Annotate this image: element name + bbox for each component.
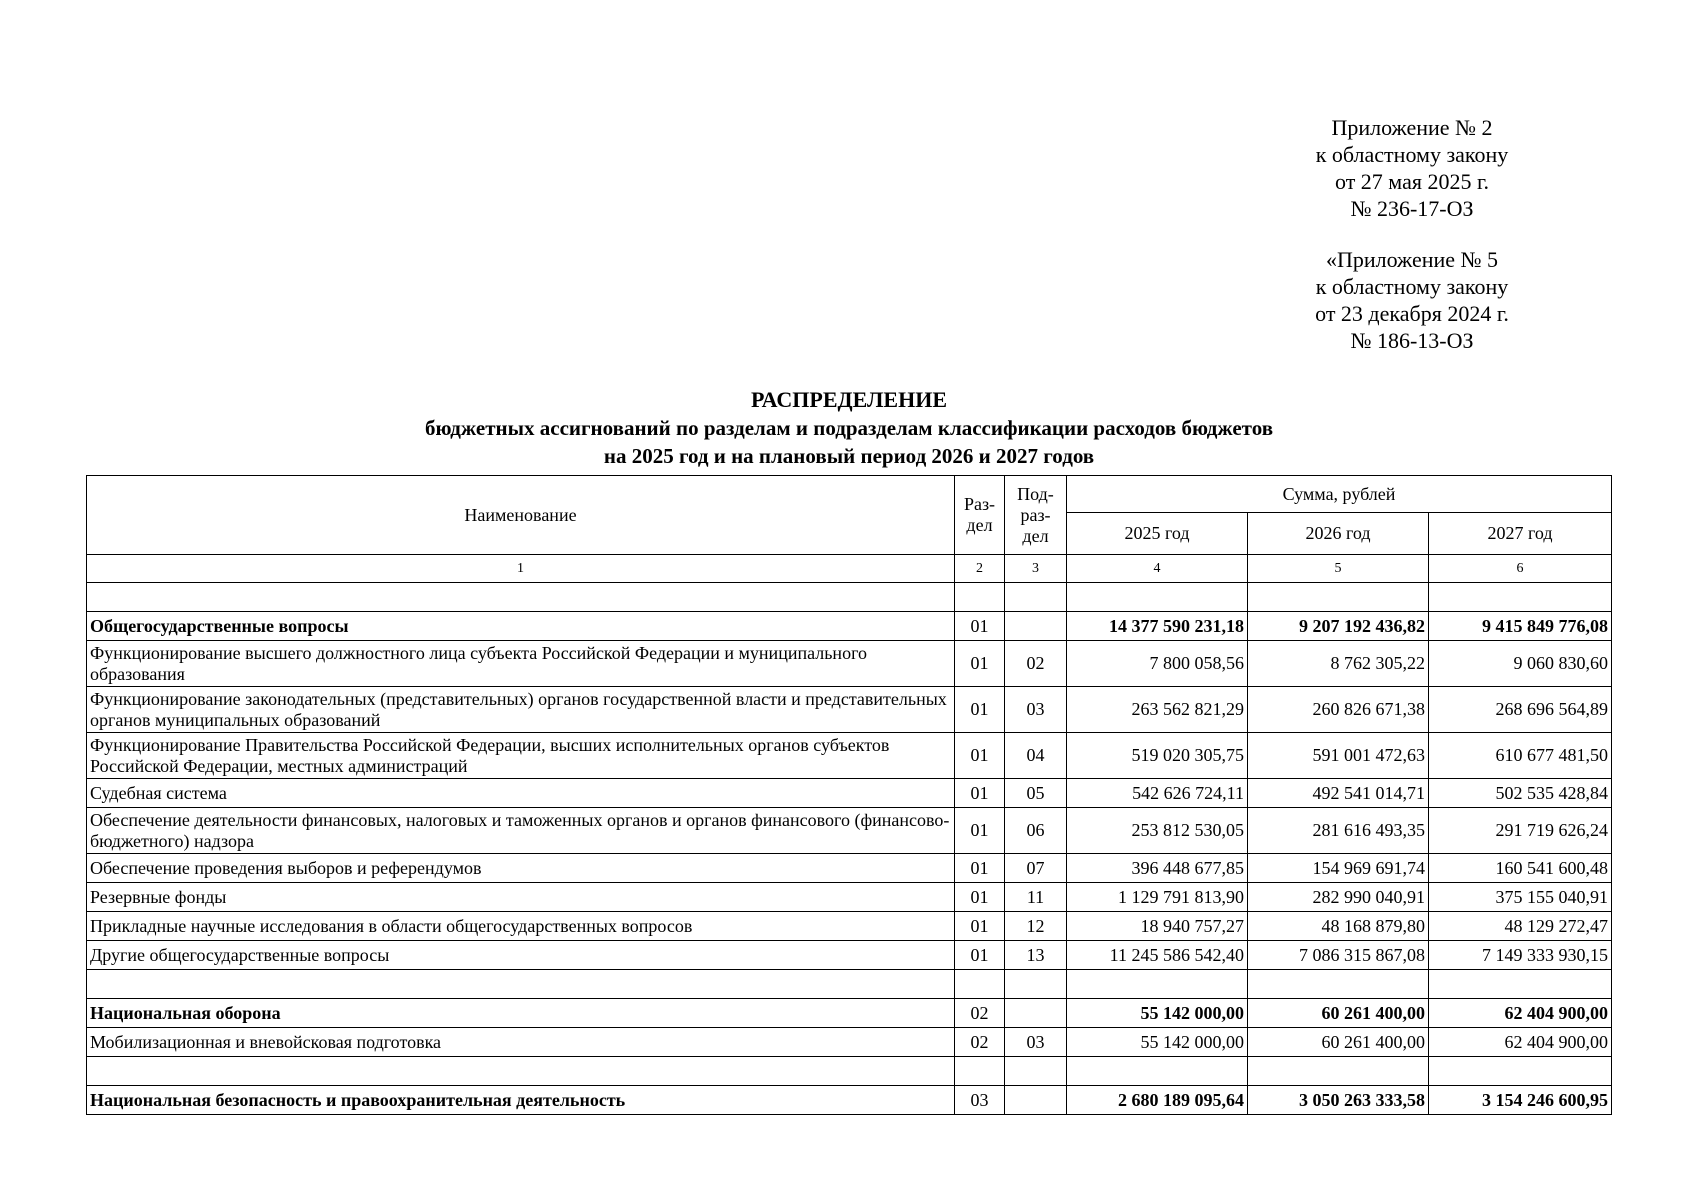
table-row xyxy=(87,733,1612,779)
row-amount-2026: 281 616 493,35 xyxy=(1248,808,1429,854)
table-row-section-total xyxy=(87,1086,1612,1115)
row-name: Другие общегосударственные вопросы xyxy=(87,941,955,970)
row-section: 01 xyxy=(955,883,1005,912)
row-amount-2027: 48 129 272,47 xyxy=(1429,912,1612,941)
appendix-line: к областному закону xyxy=(1315,274,1509,299)
row-subsection xyxy=(1005,999,1067,1028)
row-subsection: 05 xyxy=(1005,779,1067,808)
row-amount-2025: 263 562 821,29 xyxy=(1067,687,1248,733)
row-amount-2025: 14 377 590 231,18 xyxy=(1067,612,1248,641)
table-row xyxy=(87,854,1612,883)
row-amount-2026: 48 168 879,80 xyxy=(1248,912,1429,941)
column-number: 6 xyxy=(1429,555,1612,583)
title-subtitle: бюджетных ассигнований по разделам и подразделам классификации расходов бюджетов xyxy=(424,416,1274,440)
row-name: Национальная безопасность и правоохранительная деятельность xyxy=(87,1086,955,1115)
row-name: Функционирование Правительства Российской Федерации, высших исполнительных органов субъектов Российской Федерации, местных администраций xyxy=(87,733,955,779)
row-amount-2027: 9 060 830,60 xyxy=(1429,641,1612,687)
appendix-line: от 23 декабря 2024 г. xyxy=(1315,301,1509,326)
row-section: 01 xyxy=(955,854,1005,883)
row-name: Судебная система xyxy=(87,779,955,808)
header-sum: Сумма, рублей xyxy=(1067,476,1612,513)
header-year-2027: 2027 год xyxy=(1429,513,1612,555)
table-row xyxy=(87,912,1612,941)
table-row xyxy=(87,687,1612,733)
table-row xyxy=(87,941,1612,970)
row-name: Обеспечение проведения выборов и референдумов xyxy=(87,854,955,883)
row-section: 01 xyxy=(955,912,1005,941)
header-name: Наименование xyxy=(87,476,955,555)
row-name: Национальная оборона xyxy=(87,999,955,1028)
row-amount-2025: 11 245 586 542,40 xyxy=(1067,941,1248,970)
row-subsection: 06 xyxy=(1005,808,1067,854)
column-number: 5 xyxy=(1248,555,1429,583)
column-number-row xyxy=(87,555,1612,583)
row-subsection: 04 xyxy=(1005,733,1067,779)
spacer-row xyxy=(87,583,1612,612)
row-amount-2026: 260 826 671,38 xyxy=(1248,687,1429,733)
row-amount-2027: 610 677 481,50 xyxy=(1429,733,1612,779)
row-section: 01 xyxy=(955,779,1005,808)
row-subsection: 13 xyxy=(1005,941,1067,970)
row-amount-2026: 8 762 305,22 xyxy=(1248,641,1429,687)
row-amount-2027: 62 404 900,00 xyxy=(1429,999,1612,1028)
appendix-line: № 236-17-ОЗ xyxy=(1350,196,1474,221)
row-amount-2027: 375 155 040,91 xyxy=(1429,883,1612,912)
table-row xyxy=(87,808,1612,854)
row-amount-2026: 282 990 040,91 xyxy=(1248,883,1429,912)
table-row-section-total xyxy=(87,612,1612,641)
header-year-2025: 2025 год xyxy=(1067,513,1248,555)
row-section: 01 xyxy=(955,808,1005,854)
row-amount-2026: 9 207 192 436,82 xyxy=(1248,612,1429,641)
header-year-2026: 2026 год xyxy=(1248,513,1429,555)
appendix-line: «Приложение № 5 xyxy=(1325,247,1499,272)
title-main: РАСПРЕДЕЛЕНИЕ xyxy=(750,387,947,412)
spacer-row xyxy=(87,1057,1612,1086)
row-subsection: 03 xyxy=(1005,687,1067,733)
row-subsection: 02 xyxy=(1005,641,1067,687)
row-amount-2027: 3 154 246 600,95 xyxy=(1429,1086,1612,1115)
row-amount-2025: 542 626 724,11 xyxy=(1067,779,1248,808)
row-name: Мобилизационная и вневойсковая подготовка xyxy=(87,1028,955,1057)
column-number: 1 xyxy=(87,555,955,583)
header-section: Раз- дел xyxy=(955,476,1005,555)
row-name: Общегосударственные вопросы xyxy=(87,612,955,641)
row-subsection xyxy=(1005,612,1067,641)
row-name: Обеспечение деятельности финансовых, налоговых и таможенных органов и органов финансового (финансово-бюджетного) надзора xyxy=(87,808,955,854)
row-section: 01 xyxy=(955,941,1005,970)
row-amount-2026: 60 261 400,00 xyxy=(1248,999,1429,1028)
column-number: 3 xyxy=(1005,555,1067,583)
row-amount-2027: 9 415 849 776,08 xyxy=(1429,612,1612,641)
row-amount-2027: 291 719 626,24 xyxy=(1429,808,1612,854)
row-subsection: 07 xyxy=(1005,854,1067,883)
row-amount-2025: 55 142 000,00 xyxy=(1067,999,1248,1028)
row-amount-2025: 519 020 305,75 xyxy=(1067,733,1248,779)
row-name: Функционирование законодательных (представительных) органов государственной власти и представительных органов муниципальных образований xyxy=(87,687,955,733)
table-row-section-total xyxy=(87,999,1612,1028)
row-section: 01 xyxy=(955,687,1005,733)
row-amount-2025: 396 448 677,85 xyxy=(1067,854,1248,883)
row-section: 01 xyxy=(955,733,1005,779)
row-section: 02 xyxy=(955,999,1005,1028)
column-number: 4 xyxy=(1067,555,1248,583)
budget-allocation-table xyxy=(86,475,1612,1115)
row-amount-2027: 7 149 333 930,15 xyxy=(1429,941,1612,970)
appendix-line: от 27 мая 2025 г. xyxy=(1334,169,1490,194)
row-amount-2026: 7 086 315 867,08 xyxy=(1248,941,1429,970)
column-number: 2 xyxy=(955,555,1005,583)
table-row xyxy=(87,779,1612,808)
row-amount-2026: 591 001 472,63 xyxy=(1248,733,1429,779)
appendix-current-reference xyxy=(1277,114,1547,222)
row-subsection: 12 xyxy=(1005,912,1067,941)
row-section: 03 xyxy=(955,1086,1005,1115)
table-row xyxy=(87,1028,1612,1057)
row-amount-2027: 268 696 564,89 xyxy=(1429,687,1612,733)
row-amount-2026: 154 969 691,74 xyxy=(1248,854,1429,883)
title-period: на 2025 год и на плановый период 2026 и 2027 годов xyxy=(603,444,1095,468)
appendix-original-reference xyxy=(1277,246,1547,354)
row-amount-2025: 253 812 530,05 xyxy=(1067,808,1248,854)
row-amount-2025: 7 800 058,56 xyxy=(1067,641,1248,687)
spacer-row xyxy=(87,970,1612,999)
row-amount-2025: 18 940 757,27 xyxy=(1067,912,1248,941)
appendix-line: № 186-13-ОЗ xyxy=(1350,328,1474,353)
row-amount-2026: 492 541 014,71 xyxy=(1248,779,1429,808)
row-amount-2026: 3 050 263 333,58 xyxy=(1248,1086,1429,1115)
row-subsection: 03 xyxy=(1005,1028,1067,1057)
table-row xyxy=(87,641,1612,687)
row-section: 02 xyxy=(955,1028,1005,1057)
row-section: 01 xyxy=(955,612,1005,641)
row-name: Прикладные научные исследования в области общегосударственных вопросов xyxy=(87,912,955,941)
row-amount-2027: 62 404 900,00 xyxy=(1429,1028,1612,1057)
row-section: 01 xyxy=(955,641,1005,687)
row-amount-2027: 160 541 600,48 xyxy=(1429,854,1612,883)
row-amount-2026: 60 261 400,00 xyxy=(1248,1028,1429,1057)
row-amount-2025: 1 129 791 813,90 xyxy=(1067,883,1248,912)
row-subsection: 11 xyxy=(1005,883,1067,912)
appendix-line: Приложение № 2 xyxy=(1331,115,1493,140)
table-row xyxy=(87,883,1612,912)
document-title xyxy=(86,386,1612,470)
header-subsection: Под- раз- дел xyxy=(1005,476,1067,555)
row-subsection xyxy=(1005,1086,1067,1115)
appendix-line: к областному закону xyxy=(1315,142,1509,167)
row-amount-2025: 55 142 000,00 xyxy=(1067,1028,1248,1057)
row-name: Функционирование высшего должностного лица субъекта Российской Федерации и муниципального образования xyxy=(87,641,955,687)
row-amount-2025: 2 680 189 095,64 xyxy=(1067,1086,1248,1115)
row-name: Резервные фонды xyxy=(87,883,955,912)
row-amount-2027: 502 535 428,84 xyxy=(1429,779,1612,808)
